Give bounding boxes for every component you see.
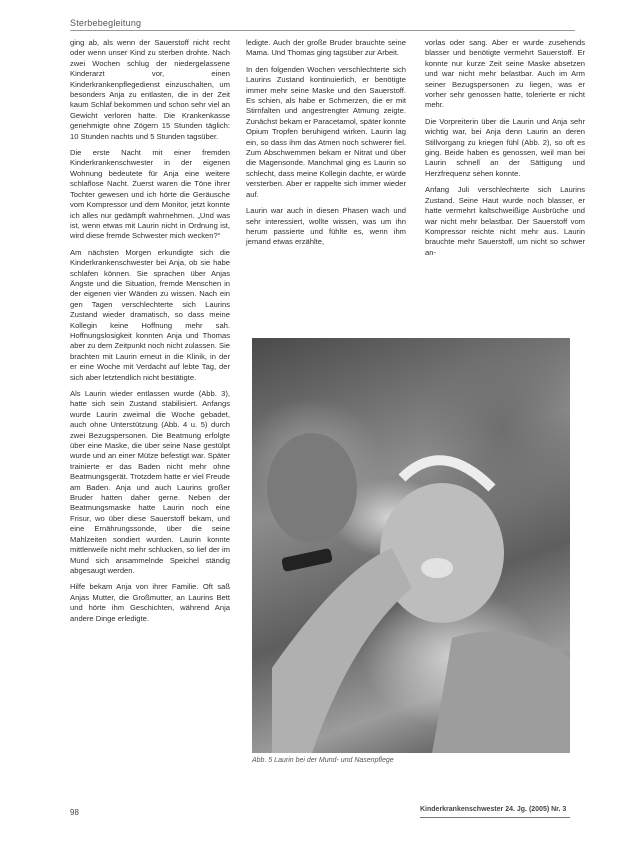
photo-arm [272,548,412,753]
journal-footer: Kinderkrankenschwester 24. Jg. (2005) Nr. 3 [420,806,567,813]
photo-toy [267,433,357,543]
paragraph: Als Laurin wieder entlassen wurde (Abb. 3), hatte sich sein Zustand stabilisiert. Anfangs wurde Laurin zweimal die Woche gebadet, auch ohne Unterstützung (Abb. 4 u. 5) durch zwei Bezugspersonen. Die Beatmung erfolgte über eine Maske, die über seine Nase gestülpt wurde und an einer Mütze befestigt war. Später trainierte er das Baden nicht mehr ohne Beatmungsgerät. Trotzdem hatte er viel Freude am Baden. Anja und auch Laurins großer Bruder hatten daher gerne. Neben der Beatmungsmaske hatte Laurin noch eine Frisur, wo über diese Sauerstoff bekam, und eine Ernährungssonde, über die seine Mahlzeiten sondiert wurden. Laurin konnte mittlerweile nicht mehr schlucken, so lief der im Mund sich ansammelnde Speichel ständig abgesaugt werden. [70,389,230,575]
figure-photo [252,338,570,753]
header-rule [70,30,575,31]
paragraph: Hilfe bekam Anja von ihrer Familie. Oft saß Anjas Mutter, die Großmutter, an Laurins Bett und hörte ihm Geschichten, während Anja andere Dinge erledigte. [70,582,230,623]
photo-wristwatch [281,548,333,572]
paragraph: Die Vorpreiterin über die Laurin und Anja sehr wichtig war, bei Anja denn Laurin an deren Stillvorgang zu kriegen fühl (Abb. 2), so oft es ging. Beide haben es genossen, weil man bei Laurin schnell an der Sättigung und Herzfrequenz sehen konnte. [425,116,585,178]
footer-rule [420,817,570,818]
paragraph: Anfang Juli verschlechterte sich Laurins Zustand. Seine Haut wurde noch blasser, er hatte vermehrt kaltschweißige Ausbrüche und war nicht mehr belastbar. Der Sauerstoff vom Kompressor reichte nicht mehr aus. Laurin brauchte mehr Sauerstoff, um nicht so schwer an- [425,185,585,257]
photo-hand [432,631,570,753]
section-header: Sterbebegleitung [70,18,142,28]
paragraph: ging ab, als wenn der Sauerstoff nicht recht oder wenn unser Kind zu sterben drohte. Nach zwei Wochen schlug der niedergelassene Kinderarzt vor, einen Kinderkrankenpflegedienst einzuschalten, um besonders Anja zu entlasten, die in der Zeit kaum Schlaf bekommen und schon sehr viel an Gewicht verloren hatte. Die Krankenkasse genehmigte ohne Zögern 15 Stunden täglich: 10 Stunden nachts und 5 Stunden tagsüber. [70,38,230,141]
paragraph: Die erste Nacht mit einer fremden Kinderkrankenschwester in der eigenen Wohnung bedeutete für Anja eine weitere schlaflose Nacht. Zuerst waren die Töne ihrer Tochter gewesen und ich hörte die Geräusche vom Kompressor und dem Monitor, jetzt konnte ich alles nur gedämpft wahrnehmen. „Und was ist, wenn etwas mit Laurin nicht in Ordnung ist, wird diese fremde Schwester mich wecken?“ [70,148,230,241]
paragraph: vorlas oder sang. Aber er wurde zusehends blasser und benötigte vermehrt Sauerstoff. Er konnte nur kurze Zeit seine Maske absetzen und war nicht mehr belastbar. Auch im Arm seiner Bezugspersonen zu liegen, was er vorher sehr genossen hatte, tolerierte er nicht mehr. [425,38,585,110]
paragraph: Am nächsten Morgen erkundigte sich die Kinderkrankenschwester bei Anja, ob sie habe schlafen können. Sie sprachen über Anjas Ängste und die Situation, fremde Menschen in der eigenen vier Wänden zu wissen. Nach ein gen Tagen verschlechterte sich Laurins Zustand wieder dramatisch, so dass meine Kollegin keine Hoffnung mehr sah. Hoffnungslosigkeit konnten Anja und Thomas aber zu dem Zeitpunkt noch nicht zulassen. Sie brachten mit Laurin erneut in die Klinik, in der er eine Woche mit Verdacht auf lebte Tag, der sich aber letztendlich nicht bestätigte. [70,247,230,382]
photo-shapes [252,338,570,753]
text-column-left [70,38,230,630]
page-number: 98 [70,808,79,817]
text-column-middle [246,38,406,254]
photo-face [380,483,504,623]
paragraph: Laurin war auch in diesen Phasen wach und sehr interessiert, wollte wissen, was um ihn herum passierte und fühlte es, wenn ihm jemand etwas erzählte, [246,206,406,247]
text-column-right [425,38,585,264]
paragraph: In den folgenden Wochen verschlechterte sich Laurins Zustand kontinuierlich, er benötigte immer mehr seine Maske und den Sauerstoff. Es schien, als habe er Schmerzen, die er mit Stirnfalten und angestrengter Atmung zeigte. Zunächst bekam er Paracetamol, später konnte Opium Tropfen beruhigend wirken. Laurin lag ein, so dass ihm das Atmen noch schwerer fiel. Zum Abschwemmen bekam er Nitrat und über die Magensonde. Manchmal ging es Laurin so schlecht, dass meine Kollegin dachte, er würde versterben. Aber er rappelte sich immer wieder auf. [246,64,406,199]
figure-caption: Abb. 5 Laurin bei der Mund- und Nasenpflege [252,757,394,764]
photo-nasal-tape [421,558,453,578]
paragraph: ledigte. Auch der große Bruder brauchte seine Mama. Und Thomas ging tagsüber zur Arbeit. [246,38,406,58]
